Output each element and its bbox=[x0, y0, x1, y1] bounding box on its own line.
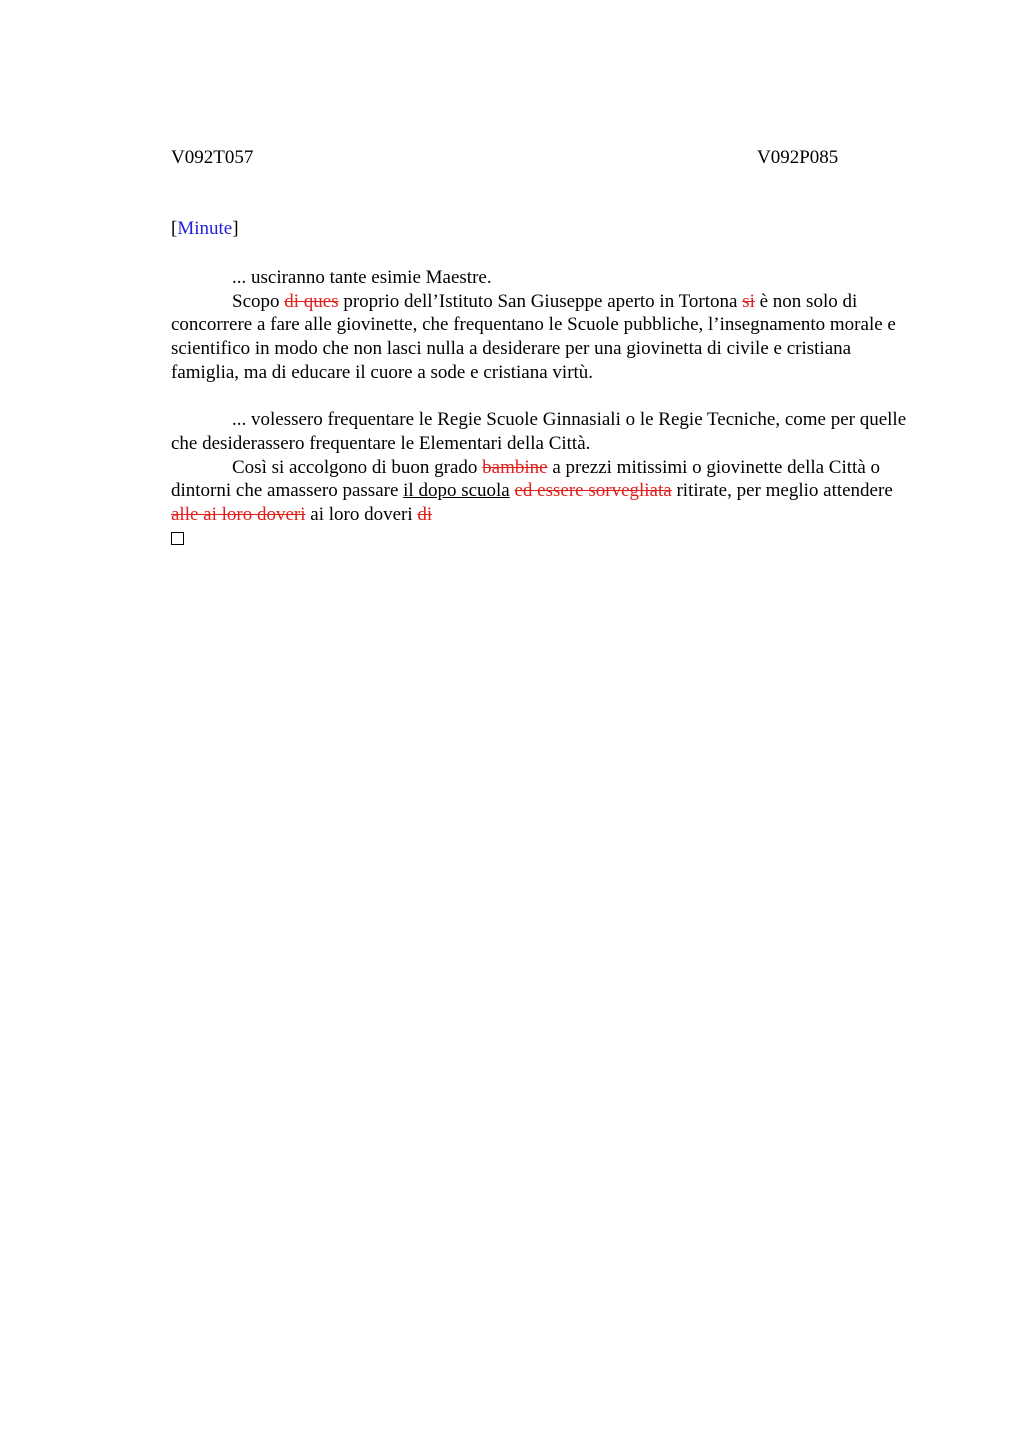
paragraph-4 bbox=[171, 456, 923, 527]
text-segment: Scopo bbox=[232, 290, 285, 312]
text-segment: a prezzi mitissimi o giovinette della Città o dintorni che amassero passare bbox=[171, 456, 881, 502]
open-bracket: [ bbox=[171, 218, 178, 239]
deleted-text: bambine bbox=[482, 456, 548, 478]
text-segment: ritirate, per meglio attendere bbox=[671, 480, 893, 502]
document-code-right: V092P085 bbox=[757, 147, 839, 168]
paragraph-2 bbox=[171, 290, 923, 385]
paragraph-3 bbox=[171, 408, 923, 455]
underlined-text: il dopo scuola bbox=[403, 480, 510, 502]
deleted-text: alle ai loro doveri bbox=[171, 504, 306, 526]
paragraph-1-text: ... usciranno tante esimie Maestre. bbox=[232, 267, 492, 288]
close-bracket: ] bbox=[232, 218, 239, 239]
paragraph-3-text: ... volessero frequentare le Regie Scuole Ginnasiali o le Regie Tecniche, come per quelle che desiderassero frequentare le Elementari della Città. bbox=[171, 409, 907, 454]
paragraph-1 bbox=[171, 266, 923, 290]
deleted-text: di bbox=[417, 504, 433, 526]
transcription-body bbox=[171, 266, 923, 545]
section-heading bbox=[171, 218, 239, 240]
deleted-text: si bbox=[742, 290, 755, 312]
document-code-left: V092T057 bbox=[171, 147, 254, 168]
deleted-text: di ques bbox=[284, 290, 339, 312]
text-segment: è non solo di concorrere a fare alle giovinette, che frequentano le Scuole pubbliche, l’insegnamento morale e scientifico in modo che non lasci nulla a desiderare per una giovinetta di civile e cristiana famiglia, ma di educare il cuore a sode e cristiana virtù. bbox=[171, 290, 896, 383]
checkbox-icon[interactable] bbox=[171, 532, 184, 545]
text-segment: proprio dell’Istituto San Giuseppe aperto in Tortona bbox=[338, 290, 743, 312]
text-segment: ai loro doveri bbox=[305, 504, 418, 526]
minute-link[interactable]: Minute bbox=[177, 218, 233, 239]
text-segment: Così si accolgono di buon grado bbox=[232, 456, 483, 478]
deleted-text: ed essere sorvegliata bbox=[514, 480, 672, 502]
